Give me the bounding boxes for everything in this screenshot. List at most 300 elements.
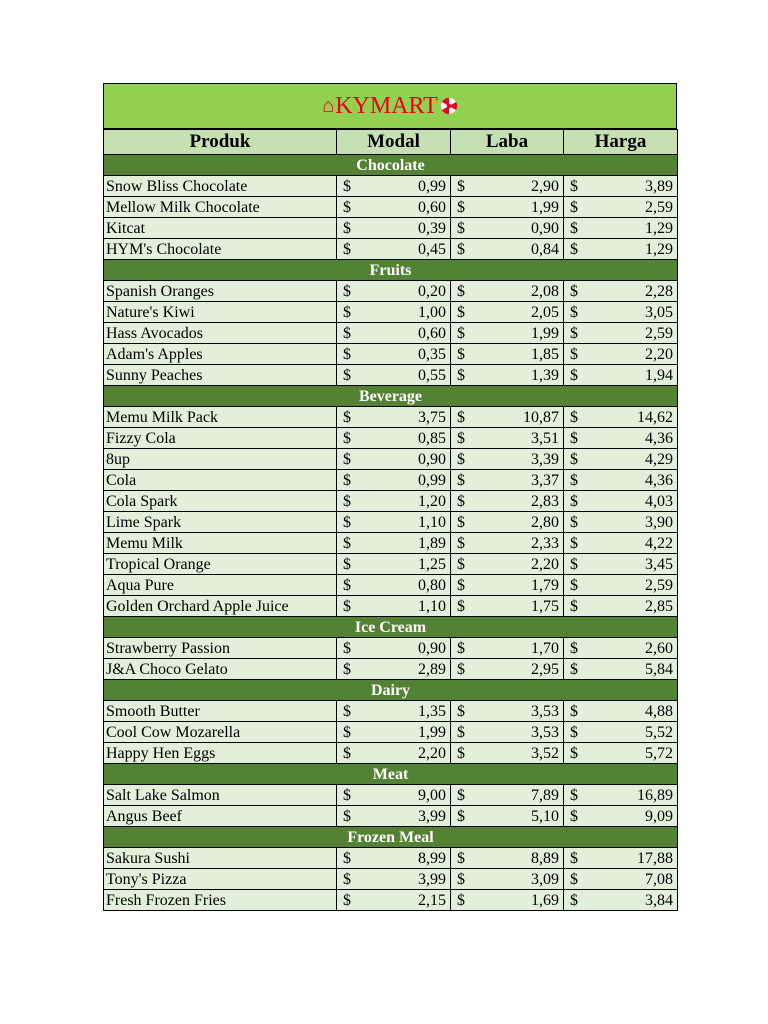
currency-symbol: $ (457, 807, 465, 825)
category-label: Frozen Meal (104, 827, 678, 848)
money-value (343, 282, 446, 301)
amount: 1,29 (645, 240, 673, 258)
cell-produk: Fresh Frozen Fries (104, 890, 337, 911)
currency-symbol: $ (343, 345, 351, 363)
amount: 0,90 (418, 450, 446, 468)
cell-produk: Tony's Pizza (104, 869, 337, 890)
cell-produk: Fizzy Cola (104, 428, 337, 449)
cell-modal (337, 743, 451, 764)
money-value (457, 891, 559, 910)
cell-harga (564, 302, 678, 323)
cell-modal (337, 197, 451, 218)
money-value (343, 723, 446, 742)
cell-modal (337, 638, 451, 659)
money-value (343, 450, 446, 469)
money-value (570, 240, 673, 259)
money-value (570, 723, 673, 742)
money-value (457, 744, 559, 763)
currency-symbol: $ (457, 723, 465, 741)
table-row (104, 638, 678, 659)
money-value (570, 450, 673, 469)
money-value (343, 513, 446, 532)
amount: 0,85 (418, 429, 446, 447)
currency-symbol: $ (570, 513, 578, 531)
currency-symbol: $ (457, 198, 465, 216)
money-value (457, 807, 559, 826)
amount: 4,22 (645, 534, 673, 552)
table-row (104, 890, 678, 911)
money-value (457, 240, 559, 259)
amount: 8,99 (418, 849, 446, 867)
table-row (104, 470, 678, 491)
amount: 3,39 (531, 450, 559, 468)
amount: 0,39 (418, 219, 446, 237)
amount: 1,69 (531, 891, 559, 909)
table-row (104, 491, 678, 512)
cell-modal (337, 344, 451, 365)
money-value (343, 786, 446, 805)
money-value (343, 639, 446, 658)
cell-laba (451, 743, 564, 764)
cell-harga (564, 659, 678, 680)
header-laba: Laba (451, 130, 564, 155)
cell-laba (451, 491, 564, 512)
currency-symbol: $ (457, 282, 465, 300)
table-row (104, 449, 678, 470)
table-row (104, 701, 678, 722)
currency-symbol: $ (570, 492, 578, 510)
cell-harga (564, 869, 678, 890)
currency-symbol: $ (343, 366, 351, 384)
currency-symbol: $ (457, 576, 465, 594)
money-value (570, 303, 673, 322)
cell-produk: Memu Milk (104, 533, 337, 554)
money-value (570, 807, 673, 826)
cell-produk: Salt Lake Salmon (104, 785, 337, 806)
category-row (104, 827, 678, 848)
cell-produk: Kitcat (104, 218, 337, 239)
amount: 4,36 (645, 429, 673, 447)
amount: 0,80 (418, 576, 446, 594)
cell-produk: Mellow Milk Chocolate (104, 197, 337, 218)
amount: 3,09 (531, 870, 559, 888)
currency-symbol: $ (570, 891, 578, 909)
amount: 3,37 (531, 471, 559, 489)
currency-symbol: $ (570, 366, 578, 384)
currency-symbol: $ (457, 660, 465, 678)
currency-symbol: $ (457, 219, 465, 237)
money-value (570, 324, 673, 343)
cell-modal (337, 596, 451, 617)
cell-harga (564, 176, 678, 197)
category-label: Chocolate (104, 155, 678, 176)
cell-laba (451, 239, 564, 260)
cell-modal (337, 281, 451, 302)
money-value (343, 429, 446, 448)
currency-symbol: $ (343, 702, 351, 720)
category-row (104, 386, 678, 407)
currency-symbol: $ (457, 345, 465, 363)
amount: 3,99 (418, 870, 446, 888)
amount: 1,85 (531, 345, 559, 363)
category-row (104, 260, 678, 281)
amount: 4,29 (645, 450, 673, 468)
currency-symbol: $ (570, 786, 578, 804)
cell-harga (564, 428, 678, 449)
cell-produk: Cool Cow Mozarella (104, 722, 337, 743)
currency-symbol: $ (570, 723, 578, 741)
money-value (457, 723, 559, 742)
table-row (104, 659, 678, 680)
amount: 3,90 (645, 513, 673, 531)
amount: 1,39 (531, 366, 559, 384)
money-value (570, 786, 673, 805)
money-value (343, 744, 446, 763)
cell-harga (564, 197, 678, 218)
currency-symbol: $ (457, 786, 465, 804)
cell-harga (564, 512, 678, 533)
category-row (104, 155, 678, 176)
amount: 2,20 (531, 555, 559, 573)
cell-harga (564, 848, 678, 869)
cell-modal (337, 701, 451, 722)
amount: 1,00 (418, 303, 446, 321)
cell-harga (564, 743, 678, 764)
amount: 2,08 (531, 282, 559, 300)
table-row (104, 302, 678, 323)
amount: 4,88 (645, 702, 673, 720)
money-value (457, 198, 559, 217)
money-value (343, 345, 446, 364)
money-value (457, 471, 559, 490)
cell-produk: HYM's Chocolate (104, 239, 337, 260)
cell-produk: Sunny Peaches (104, 365, 337, 386)
category-row (104, 764, 678, 785)
currency-symbol: $ (343, 597, 351, 615)
currency-symbol: $ (457, 513, 465, 531)
money-value (343, 366, 446, 385)
currency-symbol: $ (343, 450, 351, 468)
cell-harga (564, 239, 678, 260)
cell-modal (337, 722, 451, 743)
amount: 2,90 (531, 177, 559, 195)
cell-produk: Spanish Oranges (104, 281, 337, 302)
cell-harga (564, 806, 678, 827)
cell-modal (337, 491, 451, 512)
amount: 9,09 (645, 807, 673, 825)
currency-symbol: $ (343, 282, 351, 300)
money-value (343, 660, 446, 679)
currency-symbol: $ (570, 534, 578, 552)
category-label: Dairy (104, 680, 678, 701)
amount: 0,45 (418, 240, 446, 258)
cell-modal (337, 176, 451, 197)
amount: 1,75 (531, 597, 559, 615)
amount: 2,20 (418, 744, 446, 762)
amount: 0,99 (418, 471, 446, 489)
money-value (570, 492, 673, 511)
money-value (457, 639, 559, 658)
cell-modal (337, 302, 451, 323)
amount: 2,89 (418, 660, 446, 678)
cell-laba (451, 365, 564, 386)
amount: 1,35 (418, 702, 446, 720)
cell-laba (451, 806, 564, 827)
currency-symbol: $ (570, 807, 578, 825)
money-value (570, 870, 673, 889)
money-value (343, 702, 446, 721)
currency-symbol: $ (570, 639, 578, 657)
money-value (343, 870, 446, 889)
currency-symbol: $ (343, 891, 351, 909)
cell-laba (451, 470, 564, 491)
money-value (343, 408, 446, 427)
currency-symbol: $ (457, 870, 465, 888)
money-value (343, 198, 446, 217)
amount: 3,51 (531, 429, 559, 447)
money-value (570, 597, 673, 616)
house-icon: ⌂ (322, 94, 335, 117)
currency-symbol: $ (570, 702, 578, 720)
currency-symbol: $ (343, 177, 351, 195)
category-label: Beverage (104, 386, 678, 407)
cell-harga (564, 575, 678, 596)
cell-modal (337, 470, 451, 491)
cell-modal (337, 449, 451, 470)
category-label: Ice Cream (104, 617, 678, 638)
cell-modal (337, 575, 451, 596)
amount: 1,99 (418, 723, 446, 741)
cell-produk: Memu Milk Pack (104, 407, 337, 428)
money-value (343, 324, 446, 343)
money-value (570, 639, 673, 658)
amount: 1,70 (531, 639, 559, 657)
table-row (104, 533, 678, 554)
currency-symbol: $ (343, 513, 351, 531)
cell-harga (564, 596, 678, 617)
table-row (104, 218, 678, 239)
cell-modal (337, 806, 451, 827)
money-value (570, 366, 673, 385)
amount: 0,90 (531, 219, 559, 237)
cell-harga (564, 638, 678, 659)
money-value (570, 471, 673, 490)
currency-symbol: $ (570, 345, 578, 363)
currency-symbol: $ (343, 849, 351, 867)
currency-symbol: $ (457, 450, 465, 468)
money-value (457, 576, 559, 595)
cell-harga (564, 281, 678, 302)
cell-produk: Nature's Kiwi (104, 302, 337, 323)
cell-laba (451, 323, 564, 344)
money-value (570, 408, 673, 427)
header-harga: Harga (564, 130, 678, 155)
amount: 17,88 (637, 849, 673, 867)
table-body (104, 155, 678, 911)
currency-symbol: $ (457, 534, 465, 552)
table-row (104, 575, 678, 596)
amount: 2,59 (645, 198, 673, 216)
table-row (104, 365, 678, 386)
currency-symbol: $ (457, 471, 465, 489)
currency-symbol: $ (570, 240, 578, 258)
amount: 2,20 (645, 345, 673, 363)
currency-symbol: $ (343, 723, 351, 741)
currency-symbol: $ (343, 471, 351, 489)
cell-laba (451, 302, 564, 323)
amount: 16,89 (637, 786, 673, 804)
table-row (104, 554, 678, 575)
cell-modal (337, 785, 451, 806)
amount: 3,53 (531, 723, 559, 741)
money-value (457, 870, 559, 889)
amount: 0,99 (418, 177, 446, 195)
amount: 2,83 (531, 492, 559, 510)
money-value (457, 597, 559, 616)
cell-produk: Hass Avocados (104, 323, 337, 344)
money-value (343, 555, 446, 574)
currency-symbol: $ (343, 807, 351, 825)
cell-laba (451, 428, 564, 449)
cell-produk: Tropical Orange (104, 554, 337, 575)
money-value (570, 660, 673, 679)
amount: 3,75 (418, 408, 446, 426)
currency-symbol: $ (457, 324, 465, 342)
amount: 1,10 (418, 513, 446, 531)
currency-symbol: $ (343, 786, 351, 804)
amount: 1,99 (531, 198, 559, 216)
table-row (104, 596, 678, 617)
cell-harga (564, 533, 678, 554)
amount: 1,20 (418, 492, 446, 510)
currency-symbol: $ (570, 324, 578, 342)
table-row (104, 281, 678, 302)
table-row (104, 428, 678, 449)
cell-modal (337, 218, 451, 239)
amount: 3,84 (645, 891, 673, 909)
header-modal: Modal (337, 130, 451, 155)
table-row (104, 806, 678, 827)
cell-harga (564, 890, 678, 911)
cell-produk: Lime Spark (104, 512, 337, 533)
money-value (343, 849, 446, 868)
amount: 1,79 (531, 576, 559, 594)
table-row (104, 743, 678, 764)
cell-harga (564, 449, 678, 470)
money-value (343, 219, 446, 238)
amount: 1,94 (645, 366, 673, 384)
cell-harga (564, 722, 678, 743)
money-value (457, 534, 559, 553)
money-value (457, 303, 559, 322)
cell-produk: Smooth Butter (104, 701, 337, 722)
cell-laba (451, 848, 564, 869)
cell-laba (451, 596, 564, 617)
amount: 2,95 (531, 660, 559, 678)
amount: 2,59 (645, 324, 673, 342)
cell-modal (337, 848, 451, 869)
cell-harga (564, 218, 678, 239)
amount: 5,72 (645, 744, 673, 762)
currency-symbol: $ (343, 219, 351, 237)
cell-harga (564, 785, 678, 806)
amount: 9,00 (418, 786, 446, 804)
cell-laba (451, 533, 564, 554)
cell-produk: Cola Spark (104, 491, 337, 512)
cell-produk: Cola (104, 470, 337, 491)
table-row (104, 722, 678, 743)
money-value (457, 702, 559, 721)
cell-produk: 8up (104, 449, 337, 470)
cell-harga (564, 365, 678, 386)
amount: 2,59 (645, 576, 673, 594)
amount: 3,89 (645, 177, 673, 195)
amount: 0,35 (418, 345, 446, 363)
currency-symbol: $ (457, 240, 465, 258)
money-value (457, 177, 559, 196)
currency-symbol: $ (343, 492, 351, 510)
cell-harga (564, 701, 678, 722)
amount: 2,80 (531, 513, 559, 531)
amount: 3,52 (531, 744, 559, 762)
price-table (103, 129, 678, 911)
cell-produk: Strawberry Passion (104, 638, 337, 659)
currency-symbol: $ (570, 198, 578, 216)
store-name: KYMART (335, 92, 438, 119)
currency-symbol: $ (343, 639, 351, 657)
cell-laba (451, 659, 564, 680)
money-value (457, 660, 559, 679)
currency-symbol: $ (457, 639, 465, 657)
currency-symbol: $ (457, 702, 465, 720)
money-value (343, 576, 446, 595)
money-value (457, 786, 559, 805)
cell-harga (564, 554, 678, 575)
currency-symbol: $ (570, 744, 578, 762)
cell-laba (451, 344, 564, 365)
money-value (570, 744, 673, 763)
currency-symbol: $ (343, 198, 351, 216)
store-title-bar (103, 83, 677, 129)
cell-harga (564, 344, 678, 365)
money-value (570, 534, 673, 553)
money-value (457, 324, 559, 343)
currency-symbol: $ (343, 576, 351, 594)
money-value (457, 513, 559, 532)
cell-harga (564, 470, 678, 491)
currency-symbol: $ (570, 576, 578, 594)
amount: 1,89 (418, 534, 446, 552)
money-value (343, 492, 446, 511)
amount: 2,15 (418, 891, 446, 909)
cell-produk: Adam's Apples (104, 344, 337, 365)
money-value (457, 492, 559, 511)
currency-symbol: $ (343, 324, 351, 342)
cell-laba (451, 638, 564, 659)
money-value (457, 282, 559, 301)
currency-symbol: $ (570, 408, 578, 426)
amount: 4,03 (645, 492, 673, 510)
amount: 4,36 (645, 471, 673, 489)
price-sheet (103, 83, 677, 911)
money-value (570, 429, 673, 448)
amount: 1,29 (645, 219, 673, 237)
money-value (570, 555, 673, 574)
cell-laba (451, 869, 564, 890)
cell-laba (451, 701, 564, 722)
currency-symbol: $ (570, 597, 578, 615)
cell-laba (451, 785, 564, 806)
